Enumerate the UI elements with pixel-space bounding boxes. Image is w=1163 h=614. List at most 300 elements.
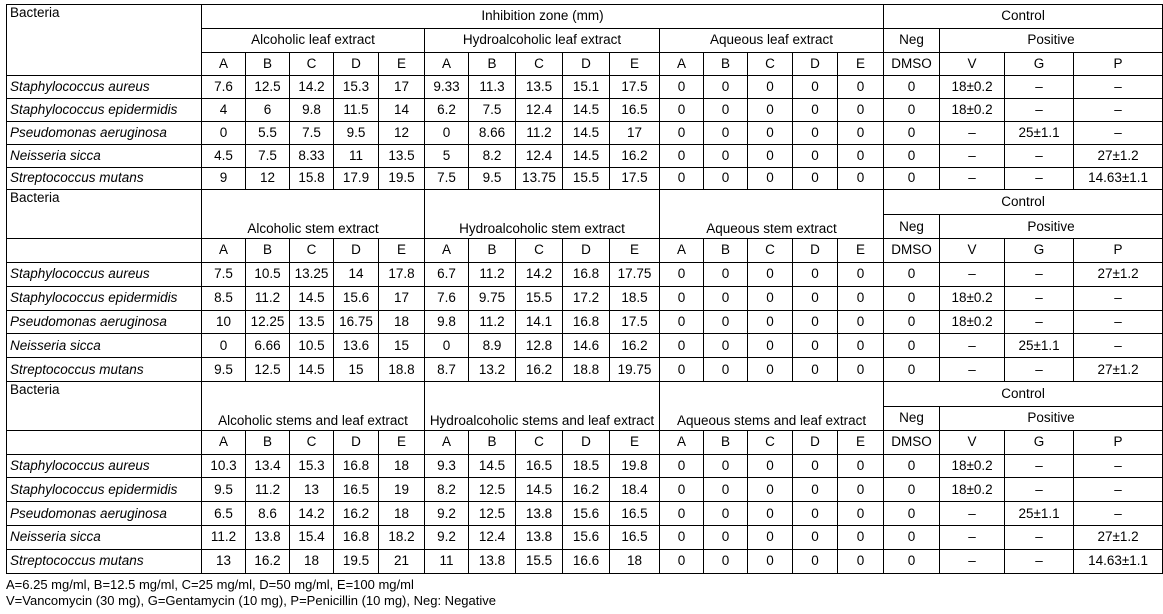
table-cell: 16.75 [334,310,379,334]
table-cell: 9.33 [425,76,469,99]
table-cell: 9 [202,167,246,190]
table-cell: 0 [704,286,748,310]
concentration-label: D [563,52,610,76]
table-cell: – [1074,122,1163,145]
table-cell: 18.4 [610,478,660,502]
negative-control-header: Neg [884,406,940,430]
concentration-label: B [246,239,290,263]
table-cell: 0 [793,99,838,122]
table-cell: 6.66 [246,334,290,358]
control-column-label: V [940,430,1005,454]
table-cell: 14 [379,99,425,122]
table-cell: 14.5 [563,99,610,122]
table-cell: – [940,358,1005,382]
table-cell: 13 [290,478,334,502]
table-cell: 11.2 [469,262,516,286]
table-cell: 18 [379,454,425,478]
table-cell: 13 [202,549,246,573]
table-cell: 0 [660,76,704,99]
table-cell: 8.2 [469,144,516,167]
table-cell: 0 [838,122,884,145]
table-cell: – [1074,502,1163,526]
table-cell: 0 [838,502,884,526]
table-cell: 18.5 [610,286,660,310]
table-cell: 15.5 [516,286,563,310]
bacteria-name: Streptococcus mutans [7,358,202,382]
table-cell: 0 [748,526,793,550]
table-cell: 0 [884,310,940,334]
table-cell: 16.5 [334,478,379,502]
table-cell: 8.2 [425,478,469,502]
concentration-label: B [469,239,516,263]
table-cell: 25±1.1 [1005,502,1074,526]
control-column-label: G [1005,239,1074,263]
table-cell: 18.8 [563,358,610,382]
concentration-label: A [660,430,704,454]
table-cell: 0 [202,334,246,358]
table-cell: 18.5 [563,454,610,478]
table-cell: 18±0.2 [940,76,1005,99]
table-cell: 19.5 [334,549,379,573]
table-cell: 0 [838,144,884,167]
table-cell: 13.8 [516,502,563,526]
table-cell: 12.4 [516,144,563,167]
control-column-label: V [940,239,1005,263]
extract-group-header: Aqueous stem extract [660,190,884,239]
table-cell: 14.2 [516,262,563,286]
table-cell: 12.5 [246,358,290,382]
table-cell: 0 [748,99,793,122]
concentration-label: E [610,52,660,76]
bacteria-name: Staphylococcus epidermidis [7,99,202,122]
bacteria-name: Staphylococcus aureus [7,262,202,286]
table-cell: 7.5 [290,122,334,145]
table-cell: 0 [838,526,884,550]
table-cell: 0 [838,454,884,478]
bacteria-name: Pseudomonas aeruginosa [7,310,202,334]
concentration-label: C [290,430,334,454]
concentration-label: A [202,239,246,263]
table-cell: 21 [379,549,425,573]
table-cell: – [1005,478,1074,502]
concentration-header-row [7,430,1163,454]
table-cell: – [1005,286,1074,310]
bacteria-name: Pseudomonas aeruginosa [7,502,202,526]
table-cell: 10.3 [202,454,246,478]
control-column-label: DMSO [884,430,940,454]
table-cell: 0 [884,549,940,573]
table-cell: 0 [704,358,748,382]
concentration-label: A [425,239,469,263]
table-row [7,526,1163,550]
extract-group-header: Alcoholic stems and leaf extract [202,382,425,431]
table-row [7,286,1163,310]
table-row [7,478,1163,502]
table-cell: 18 [290,549,334,573]
table-cell: 7.5 [246,144,290,167]
table-cell: 0 [838,99,884,122]
table-cell: – [1005,549,1074,573]
table-cell: 0 [748,478,793,502]
table-cell: 0 [793,144,838,167]
table-cell: 9.3 [425,454,469,478]
table-cell: 17.5 [610,167,660,190]
table-cell: 18±0.2 [940,99,1005,122]
table-cell: 15.6 [563,502,610,526]
table-cell: 0 [660,262,704,286]
bacteria-name: Staphylococcus epidermidis [7,478,202,502]
table-cell: 7.6 [425,286,469,310]
table-row [7,76,1163,99]
table-cell: – [1005,310,1074,334]
bacteria-name: Streptococcus mutans [7,167,202,190]
table-cell: 16.8 [563,310,610,334]
concentration-label: B [704,430,748,454]
table-cell: 14.6 [563,334,610,358]
table-cell: – [1074,310,1163,334]
table-cell: 25±1.1 [1005,122,1074,145]
control-column-label: V [940,52,1005,76]
table-cell: 9.8 [425,310,469,334]
concentration-label: D [793,430,838,454]
table-cell: 0 [704,549,748,573]
concentration-label: E [610,430,660,454]
table-cell: 0 [748,454,793,478]
table-cell: 11.2 [202,526,246,550]
table-cell: 9.5 [469,167,516,190]
table-cell: 13.2 [469,358,516,382]
table-cell: 15.5 [516,549,563,573]
table-cell: – [940,549,1005,573]
concentration-label: A [660,239,704,263]
table-cell: 6 [246,99,290,122]
table-cell: 7.5 [202,262,246,286]
table-cell: 14.5 [563,144,610,167]
table-cell: 15 [379,334,425,358]
table-cell: 16.5 [610,502,660,526]
table-row [7,358,1163,382]
table-cell: 0 [793,358,838,382]
table-cell: 17.9 [334,167,379,190]
table-cell: 0 [884,502,940,526]
table-cell: – [1074,76,1163,99]
concentration-label: E [610,239,660,263]
table-cell: – [940,502,1005,526]
table-cell: 15 [334,358,379,382]
bacteria-column-header: Bacteria [7,5,202,76]
table-cell: 11 [334,144,379,167]
table-row [7,262,1163,286]
table-cell: 0 [884,122,940,145]
table-cell: 0 [704,502,748,526]
table-cell: 0 [838,310,884,334]
table-cell: 15.5 [563,167,610,190]
table-cell: 0 [660,549,704,573]
table-row [7,99,1163,122]
extract-group-header: Aqueous stems and leaf extract [660,382,884,431]
table-cell: 12.8 [516,334,563,358]
table-row [7,122,1163,145]
table-cell: 0 [793,310,838,334]
table-cell: 13.5 [516,76,563,99]
table-cell: 0 [660,454,704,478]
table-cell: 0 [660,334,704,358]
table-row [7,454,1163,478]
table-cell: 0 [793,122,838,145]
table-cell: 0 [838,478,884,502]
table-cell: 14.63±1.1 [1074,549,1163,573]
abbreviation-note: V=Vancomycin (30 mg), G=Gentamycin (10 mg), P=Penicillin (10 mg), Neg: Negative [6,593,496,608]
table-cell: 13.4 [246,454,290,478]
table-cell: 14.5 [290,358,334,382]
table-cell: 0 [838,286,884,310]
section-header-row [7,382,1163,407]
table-cell: 0 [704,478,748,502]
table-cell: 0 [660,478,704,502]
bacteria-name: Streptococcus mutans [7,549,202,573]
table-cell: 0 [704,144,748,167]
table-cell: 16.5 [610,99,660,122]
table-cell: 18 [379,310,425,334]
table-cell: 0 [793,502,838,526]
control-column-label: P [1074,239,1163,263]
table-cell: 0 [748,310,793,334]
table-cell: 17.75 [610,262,660,286]
table-cell: 9.8 [290,99,334,122]
extract-group-header: Hydroalcoholic leaf extract [425,28,660,52]
table-cell: – [940,262,1005,286]
table-cell: 0 [748,549,793,573]
table-cell: 6.7 [425,262,469,286]
table-cell: 12.25 [246,310,290,334]
concentration-header-row [7,239,1163,263]
concentration-label: E [838,239,884,263]
control-header: Control [884,190,1163,215]
concentration-label: E [838,52,884,76]
bacteria-name: Staphylococcus aureus [7,454,202,478]
table-cell: – [1074,454,1163,478]
table-cell: 13.8 [516,526,563,550]
table-cell: 0 [748,358,793,382]
table-cell: 13.8 [246,526,290,550]
positive-control-header: Positive [940,406,1163,430]
table-cell: 0 [793,526,838,550]
table-cell: 8.6 [246,502,290,526]
table-cell: 6.5 [202,502,246,526]
table-cell: 0 [425,334,469,358]
table-cell: 9.2 [425,526,469,550]
control-header: Control [884,5,1163,29]
table-cell: 19 [379,478,425,502]
table-cell: 13.6 [334,334,379,358]
table-cell: 10.5 [246,262,290,286]
table-cell: 13.8 [469,549,516,573]
bacteria-column-header: Bacteria [7,190,202,239]
concentration-label: C [748,430,793,454]
table-cell: 8.33 [290,144,334,167]
concentration-label: C [290,52,334,76]
table-cell: – [1005,99,1074,122]
table-cell: – [1074,286,1163,310]
table-cell: 16.5 [610,526,660,550]
table-cell: 0 [660,122,704,145]
control-column-label: DMSO [884,52,940,76]
bacteria-header-spacer [7,239,202,263]
inhibition-zone-table [6,4,1163,574]
table-cell: 8.7 [425,358,469,382]
table-cell: 15.8 [290,167,334,190]
table-cell: 19.5 [379,167,425,190]
table-cell: 14.5 [290,286,334,310]
table-cell: 15.3 [290,454,334,478]
table-cell: – [940,526,1005,550]
section-header-row [7,190,1163,215]
table-cell: 18.2 [379,526,425,550]
inhibition-zone-header: Inhibition zone (mm) [202,5,884,29]
table-cell: 0 [748,334,793,358]
table-cell: 16.8 [334,454,379,478]
table-cell: 11 [425,549,469,573]
bacteria-header-spacer [7,430,202,454]
table-cell: 14.2 [290,76,334,99]
table-cell: 0 [884,286,940,310]
table-cell: 0 [748,144,793,167]
table-cell: 0 [660,502,704,526]
table-row [7,502,1163,526]
table-cell: 18 [379,502,425,526]
table-cell: 5.5 [246,122,290,145]
table-cell: 9.5 [334,122,379,145]
bacteria-name: Pseudomonas aeruginosa [7,122,202,145]
table-cell: 14 [334,262,379,286]
table-cell: – [1074,334,1163,358]
table-cell: – [1005,262,1074,286]
table-row [7,144,1163,167]
table-cell: 8.5 [202,286,246,310]
table-cell: 0 [660,310,704,334]
table-cell: 11.2 [516,122,563,145]
concentration-label: A [425,430,469,454]
extract-group-header: Alcoholic stem extract [202,190,425,239]
positive-control-header: Positive [940,215,1163,239]
table-cell: 0 [202,122,246,145]
table-cell: – [1005,144,1074,167]
table-cell: 9.5 [202,478,246,502]
table-cell: 15.4 [290,526,334,550]
table-cell: 0 [793,167,838,190]
table-cell: 11.2 [469,310,516,334]
table-cell: – [940,122,1005,145]
table-cell: 0 [425,122,469,145]
concentration-label: B [246,52,290,76]
table-cell: 27±1.2 [1074,358,1163,382]
table-cell: 11.3 [469,76,516,99]
table-cell: 18±0.2 [940,454,1005,478]
table-cell: 0 [793,478,838,502]
table-cell: 14.5 [469,454,516,478]
table-cell: 0 [704,262,748,286]
table-cell: 0 [660,167,704,190]
table-cell: 19.75 [610,358,660,382]
table-cell: 16.6 [563,549,610,573]
control-header: Control [884,382,1163,407]
table-cell: 12.5 [246,76,290,99]
table-cell: 27±1.2 [1074,526,1163,550]
table-cell: 0 [838,358,884,382]
table-cell: 0 [884,334,940,358]
table-cell: 13.5 [379,144,425,167]
table-cell: 0 [660,358,704,382]
table-cell: 12.5 [469,478,516,502]
table-cell: 11.2 [246,478,290,502]
concentration-label: C [516,52,563,76]
table-cell: 9.75 [469,286,516,310]
table-cell: 10.5 [290,334,334,358]
table-cell: 17 [610,122,660,145]
table-cell: 0 [884,454,940,478]
table-cell: 0 [660,144,704,167]
table-cell: 17.2 [563,286,610,310]
table-cell: 0 [748,76,793,99]
table-cell: 7.5 [425,167,469,190]
table-cell: 0 [704,122,748,145]
bacteria-column-header: Bacteria [7,382,202,431]
table-cell: 8.66 [469,122,516,145]
table-cell: 0 [884,99,940,122]
table-row [7,549,1163,573]
table-cell: 0 [748,262,793,286]
table-cell: 0 [660,99,704,122]
table-cell: 0 [884,358,940,382]
table-cell: 0 [660,526,704,550]
extract-group-header: Hydroalcoholic stem extract [425,190,660,239]
table-cell: 16.5 [516,454,563,478]
table-cell: 8.9 [469,334,516,358]
control-column-label: P [1074,52,1163,76]
table-cell: – [940,144,1005,167]
table-cell: 0 [704,526,748,550]
concentration-label: A [660,52,704,76]
table-cell: 16.8 [334,526,379,550]
concentration-label: C [516,239,563,263]
table-cell: 14.63±1.1 [1074,167,1163,190]
table-cell: 4.5 [202,144,246,167]
table-cell: 11.2 [246,286,290,310]
concentration-label: E [379,430,425,454]
concentration-label: A [202,430,246,454]
table-cell: 18±0.2 [940,286,1005,310]
concentration-label: A [425,52,469,76]
bacteria-name: Neisseria sicca [7,526,202,550]
table-cell: 16.2 [334,502,379,526]
table-cell: 13.25 [290,262,334,286]
table-cell: 0 [884,262,940,286]
positive-control-header: Positive [940,28,1163,52]
table-cell: 14.5 [563,122,610,145]
table-cell: 17 [379,286,425,310]
table-cell: – [1005,358,1074,382]
table-cell: 0 [748,122,793,145]
table-cell: 17 [379,76,425,99]
concentration-label: D [563,239,610,263]
concentration-label: B [469,52,516,76]
concentration-label: D [334,430,379,454]
concentration-label: A [202,52,246,76]
control-column-label: P [1074,430,1163,454]
concentration-label: D [563,430,610,454]
table-cell: 25±1.1 [1005,334,1074,358]
table-cell: 0 [704,76,748,99]
